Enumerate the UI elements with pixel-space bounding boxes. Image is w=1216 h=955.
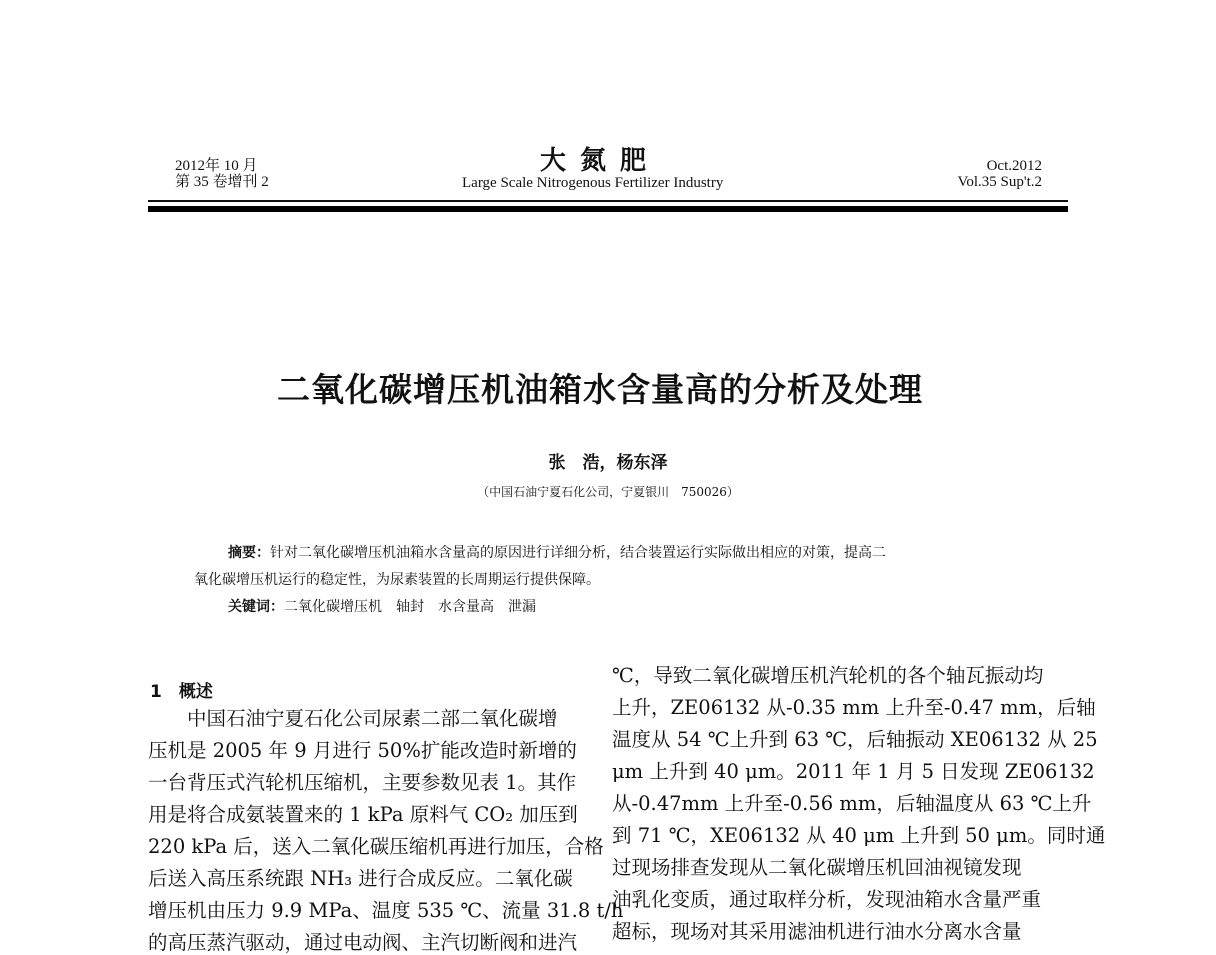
journal-logo: 大氮肥 — [540, 146, 661, 176]
journal-name-en: Large Scale Nitrogenous Fertilizer Industry — [462, 175, 724, 191]
body-text-line: 温度从 54 ℃上升到 63 ℃，后轴振动 XE06132 从 25 — [612, 728, 1098, 751]
body-text-line: 过现场排查发现从二氧化碳增压机回油视镜发现 — [612, 856, 1022, 879]
section-heading: 1 概述 — [150, 682, 213, 702]
keywords: 二氧化碳增压机 轴封 水含量高 泄漏 — [284, 599, 536, 615]
right-column — [612, 664, 1106, 943]
body-text-line: 220 kPa 后，送入二氧化碳压缩机再进行加压，合格 — [148, 835, 604, 858]
body-text-line: ℃，导致二氧化碳增压机汽轮机的各个轴瓦振动均 — [612, 664, 1044, 687]
issue-volume-en: Vol.35 Sup't.2 — [957, 174, 1042, 190]
body-text-line: 从-0.47mm 上升至-0.56 mm，后轴温度从 63 ℃上升 — [612, 792, 1092, 815]
body-text-line: μm 上升到 40 μm。2011 年 1 月 5 日发现 ZE06132 — [612, 760, 1095, 783]
body-text-line: 用是将合成氨装置来的 1 kPa 原料气 CO₂ 加压到 — [148, 803, 578, 826]
body-text-line: 油乳化变质，通过取样分析，发现油箱水含量严重 — [612, 888, 1042, 911]
abstract-text-1: 针对二氧化碳增压机油箱水含量高的原因进行详细分析，结合装置运行实际做出相应的对策，提高二 — [270, 545, 886, 561]
body-text-line: 一台背压式汽轮机压缩机，主要参数见表 1。其作 — [148, 771, 577, 794]
body-text-line: 增压机由压力 9.9 MPa、温度 535 ℃、流量 31.8 t/h — [148, 899, 624, 922]
author-affiliation: （中国石油宁夏石化公司，宁夏银川 750026） — [477, 485, 739, 499]
abstract-text-2: 氧化碳增压机运行的稳定性，为尿素装置的长周期运行提供保障。 — [194, 572, 600, 588]
body-text-line: 超标，现场对其采用滤油机进行油水分离水含量 — [612, 920, 1022, 943]
header-rule-thick — [148, 206, 1068, 212]
body-text-line: 到 71 ℃，XE06132 从 40 μm 上升到 50 μm。同时通 — [612, 824, 1106, 847]
body-text-line: 的高压蒸汽驱动，通过电动阀、主汽切断阀和进汽 — [148, 931, 578, 954]
body-text-line: 上升，ZE06132 从-0.35 mm 上升至-0.47 mm，后轴 — [612, 696, 1096, 719]
issue-volume-cn: 第 35 卷增刊 2 — [175, 174, 269, 190]
abstract-label: 摘要： — [228, 545, 270, 561]
body-text-line: 后送入高压系统跟 NH₃ 进行合成反应。二氧化碳 — [148, 867, 573, 890]
body-text-line: 中国石油宁夏石化公司尿素二部二氧化碳增 — [148, 707, 558, 730]
article-title: 二氧化碳增压机油箱水含量高的分析及处理 — [277, 370, 923, 409]
article-authors: 张 浩，杨东泽 — [548, 453, 668, 473]
issue-date-cn: 2012年 10 月 — [175, 158, 258, 174]
left-column — [148, 707, 624, 954]
keywords-label: 关键词： — [228, 599, 284, 615]
body-text-line: 压机是 2005 年 9 月进行 50%扩能改造时新增的 — [148, 739, 577, 762]
issue-date-en: Oct.2012 — [986, 158, 1042, 174]
header-rule-thin — [148, 200, 1068, 202]
